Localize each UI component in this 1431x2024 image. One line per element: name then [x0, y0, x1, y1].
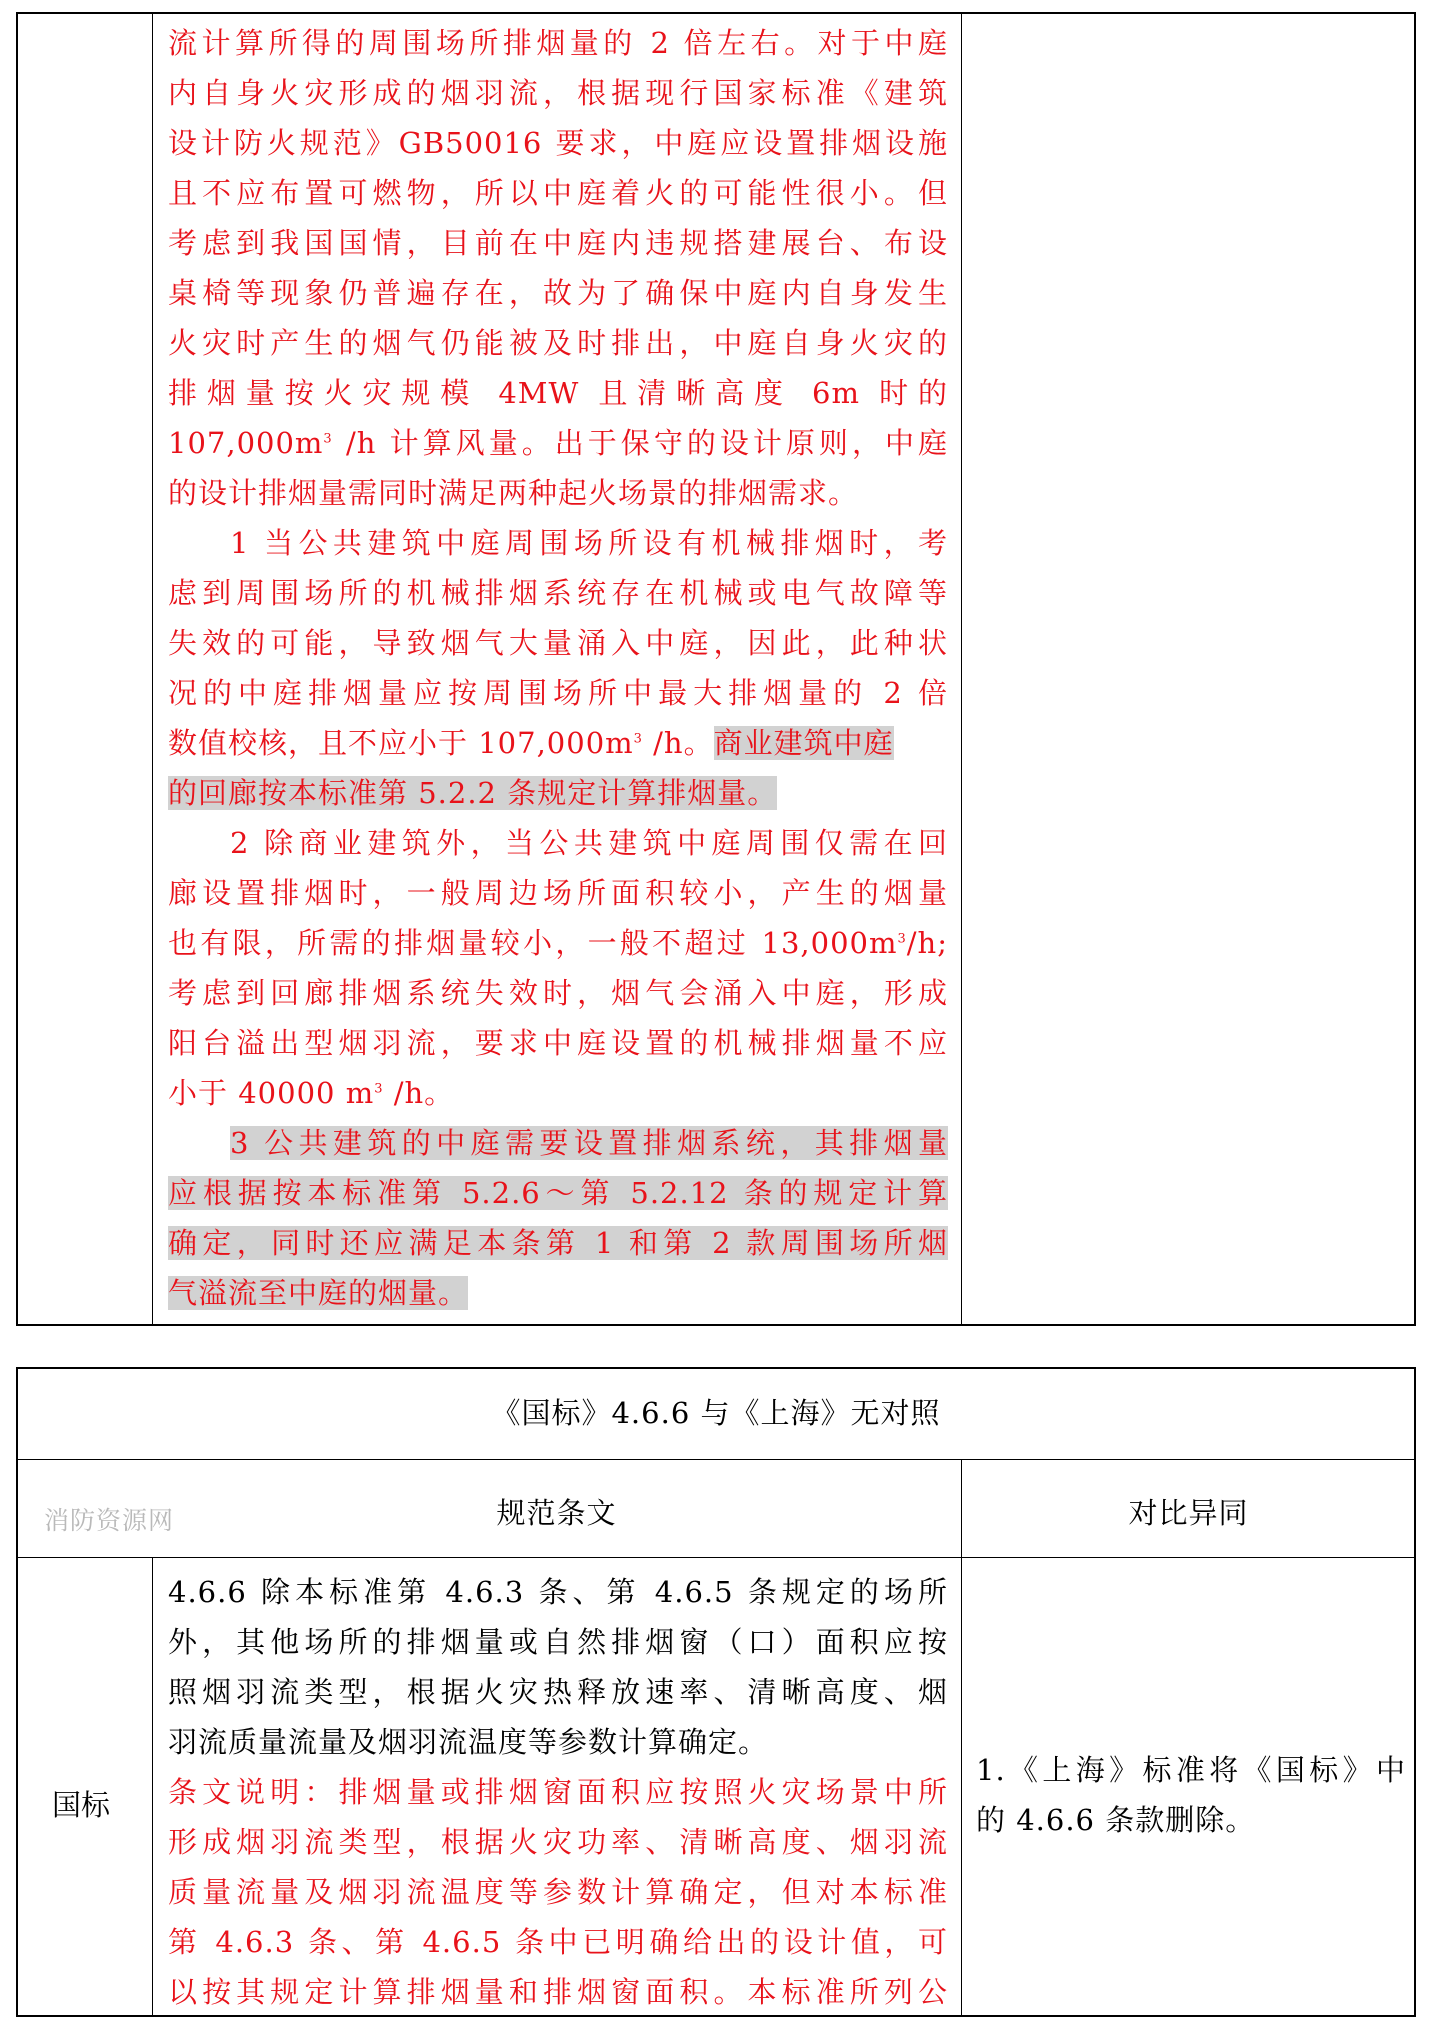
clause-text [168, 1567, 948, 2017]
clause-line: 照烟羽流类型，根据火灾热释放速率、清晰高度、烟 [168, 1675, 948, 1709]
explanation-line: 以按其规定计算排烟量和排烟窗面积。本标准所列公 [168, 1975, 948, 2009]
upper-text-line [168, 968, 948, 1018]
explanation-line: 条文说明：排烟量或排烟窗面积应按照火灾场景中所 [168, 1775, 948, 1809]
upper-text-line [168, 68, 948, 118]
row-label-guobiao: 国标 [52, 1788, 111, 1822]
upper-text-span: 1 当公共建筑中庭周围场所设有机械排烟时，考 [230, 526, 948, 560]
upper-text-line [168, 468, 948, 518]
upper-text-line [168, 118, 948, 168]
upper-text-line [168, 1118, 948, 1168]
upper-text-span: 考虑到回廊排烟系统失效时，烟气会涌入中庭，形成 [168, 976, 948, 1010]
upper-text-highlight: 商业建筑中庭 [713, 726, 894, 760]
header-clause: 规范条文 [496, 1496, 617, 1530]
lower-table-col-divider-1 [152, 1557, 153, 2015]
upper-text-line [168, 418, 948, 468]
upper-text-span: 的设计排烟量需同时满足两种起火场景的排烟需求。 [168, 476, 859, 510]
upper-text-span: $107,000m^3$ /h 计算风量。出于保守的设计原则，中庭 [168, 426, 948, 460]
upper-text-line [168, 868, 948, 918]
upper-text-line [168, 1018, 948, 1068]
watermark: 消防资源网 [44, 1506, 175, 1535]
lower-table-row-divider-2 [18, 1557, 1414, 1558]
upper-text-line [168, 818, 948, 868]
upper-text-span: 且不应布置可燃物，所以中庭着火的可能性很小。但 [168, 176, 948, 210]
upper-text-span: 况的中庭排烟量应按周围场所中最大排烟量的 2 倍 [168, 676, 948, 710]
clause-line: 羽流质量流量及烟羽流温度等参数计算确定。 [168, 1725, 769, 1759]
upper-text-span: 数值校核，且不应小于 $107,000m^3$ /h。 [168, 726, 714, 760]
lower-table [16, 1367, 1416, 2017]
upper-text-span: 排烟量按火灾规模 4MW 且清晰高度 6m 时的 [168, 376, 948, 410]
upper-text-line [168, 718, 948, 768]
upper-text-line [168, 218, 948, 268]
upper-text-span: 2 除商业建筑外，当公共建筑中庭周围仅需在回 [230, 826, 948, 860]
explanation-line: 第 4.6.3 条、第 4.6.5 条中已明确给出的设计值，可 [168, 1925, 948, 1959]
upper-text-span: 流计算所得的周围场所排烟量的 2 倍左右。对于中庭 [168, 26, 948, 60]
upper-text-line [168, 1218, 948, 1268]
upper-table-col-divider-1 [152, 14, 153, 1324]
compare-text [976, 1745, 1406, 1845]
upper-text-line [168, 1168, 948, 1218]
upper-text-line [168, 668, 948, 718]
upper-text-span: 确定，同时还应满足本条第 1 和第 2 款周围场所烟 [168, 1226, 948, 1260]
upper-text-span: 考虑到我国国情，目前在中庭内违规搭建展台、布设 [168, 226, 948, 260]
upper-text-span: 应根据按本标准第 5.2.6～第 5.2.12 条的规定计算 [168, 1176, 948, 1210]
upper-text-span: 3 公共建筑的中庭需要设置排烟系统，其排烟量 [230, 1126, 948, 1160]
upper-text-span: 虑到周围场所的机械排烟系统存在机械或电气故障等 [168, 576, 948, 610]
upper-text-line [168, 268, 948, 318]
upper-text-line [168, 1068, 948, 1118]
upper-text-span: 也有限，所需的排烟量较小，一般不超过 $13,000m^3/h$; [168, 926, 948, 960]
upper-text-line [168, 518, 948, 568]
upper-text-span: 火灾时产生的烟气仍能被及时排出，中庭自身火灾的 [168, 326, 948, 360]
clause-line: 外，其他场所的排烟量或自然排烟窗（口）面积应按 [168, 1625, 948, 1659]
upper-text-line [168, 918, 948, 968]
upper-text-span: 小于 40000 $m^3$ /h。 [168, 1076, 455, 1110]
upper-text-span: 内自身火灾形成的烟羽流，根据现行国家标准《建筑 [168, 76, 948, 110]
explanation-line: 质量流量及烟羽流温度等参数计算确定，但对本标准 [168, 1875, 948, 1909]
upper-text-span: 失效的可能，导致烟气大量涌入中庭，因此，此种状 [168, 626, 948, 660]
upper-text-line [168, 368, 948, 418]
upper-text-line [168, 18, 948, 68]
compare-line: 1.《上海》标准将《国标》中 [976, 1753, 1406, 1787]
upper-text-line [168, 318, 948, 368]
upper-table-col-divider-2 [961, 14, 962, 1324]
comparison-title: 《国标》4.6.6 与《上海》无对照 [491, 1396, 941, 1430]
upper-text-span: 桌椅等现象仍普遍存在，故为了确保中庭内自身发生 [168, 276, 948, 310]
upper-text-span: 气溢流至中庭的烟量。 [168, 1276, 469, 1310]
upper-text-line [168, 618, 948, 668]
upper-text-span: 的回廊按本标准第 5.2.2 条规定计算排烟量。 [168, 776, 778, 810]
upper-table [16, 12, 1416, 1326]
lower-table-col-divider-2 [961, 1459, 962, 2015]
compare-line: 的 4.6.6 条款删除。 [976, 1803, 1256, 1837]
lower-table-row-divider-1 [18, 1459, 1414, 1460]
upper-text-line [168, 568, 948, 618]
upper-text-span: 阳台溢出型烟羽流，要求中庭设置的机械排烟量不应 [168, 1026, 948, 1060]
upper-clause-explanation [168, 18, 948, 1318]
explanation-line: 形成烟羽流类型，根据火灾功率、清晰高度、烟羽流 [168, 1825, 948, 1859]
upper-text-span: 廊设置排烟时，一般周边场所面积较小，产生的烟量 [168, 876, 948, 910]
upper-text-span: 设计防火规范》GB50016 要求，中庭应设置排烟设施 [168, 126, 948, 160]
upper-text-line [168, 768, 948, 818]
clause-line: 4.6.6 除本标准第 4.6.3 条、第 4.6.5 条规定的场所 [168, 1575, 948, 1609]
upper-text-line [168, 168, 948, 218]
upper-text-line [168, 1268, 948, 1318]
header-compare: 对比异同 [1128, 1496, 1249, 1530]
